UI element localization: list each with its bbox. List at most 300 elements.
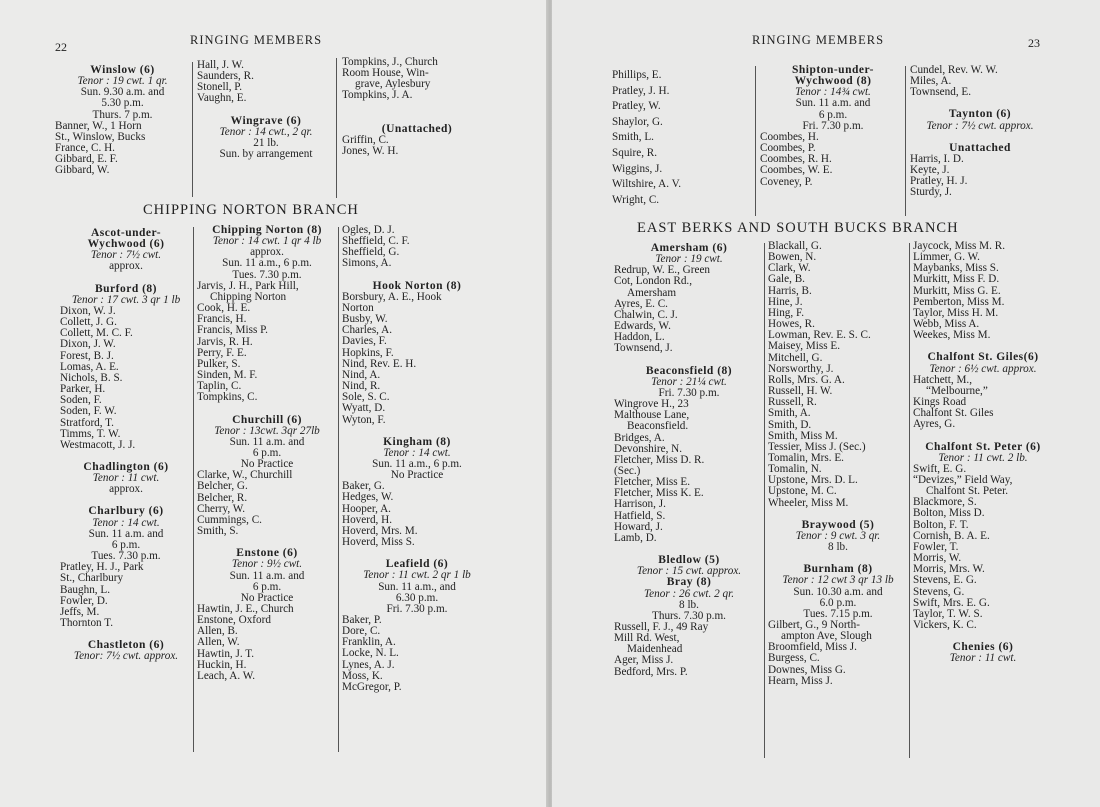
member-name: Russell, F. J., 49 Ray [614, 621, 709, 633]
column-1 [60, 228, 192, 662]
member-name: Tomalin, Mrs. E. [768, 451, 844, 464]
member-name: Nichols, B. S. [60, 371, 123, 384]
member-name: Room House, Win- [342, 67, 429, 80]
member-name: Wright, C. [612, 193, 660, 206]
member-name: Pratley, W. [612, 100, 661, 113]
column-rule [905, 66, 906, 216]
spacer [60, 273, 192, 284]
member-name: Coombes, P. [760, 142, 816, 155]
member-name: Ogles, D. J. [342, 224, 395, 236]
tenor-line: Tenor : 17 cwt. 3 qr 1 lb [71, 293, 181, 306]
member-name: Rolls, Mrs. G. A. [768, 373, 845, 386]
member-name: Fowler, D. [60, 594, 108, 607]
service-line: 6 p.m. [252, 580, 282, 593]
spacer [197, 404, 337, 415]
member-name: Bolton, F. T. [913, 518, 969, 531]
member-name: Stratford, T. [60, 416, 114, 429]
service-line: 6 p.m. [252, 446, 282, 459]
member-name: Hawtin, J. E., Church [197, 603, 294, 615]
member-name: Sheffield, G. [342, 246, 400, 259]
member-name: Sheffield, C. F. [342, 235, 410, 248]
member-name: Russell, R. [768, 396, 817, 409]
tenor-line: Tenor : 12 cwt 3 qr 13 lb [782, 574, 894, 587]
spacer [342, 270, 492, 281]
running-head: RINGING MEMBERS [190, 33, 323, 47]
column-2 [768, 241, 908, 687]
member-name: Pratley, H. J. [910, 175, 968, 188]
tenor-line: Tenor : 14 cwt. [383, 446, 451, 459]
tower-heading: Kingham (8) [383, 435, 451, 448]
member-name: Swift, E. G. [913, 462, 967, 475]
service-line: Fri. 7.30 p.m. [802, 119, 864, 132]
member-name: Davies, F. [342, 335, 387, 348]
member-name: Francis, Miss P. [197, 324, 268, 337]
member-name: Timms, T. W. [60, 427, 121, 440]
member-name: Hoverd, H. [342, 513, 393, 526]
member-name: Hall, J. W. [197, 59, 244, 71]
member-name: Simons, A. [342, 257, 392, 270]
member-name: Collett, M. C. F. [60, 327, 133, 340]
member-name: Taplin, C. [197, 380, 242, 393]
top-column-1 [55, 65, 190, 177]
service-line: approx. [109, 483, 143, 496]
spacer [197, 105, 335, 116]
member-name: Nind, Rev. E. H. [342, 357, 417, 370]
tower-heading: Chipping Norton (8) [212, 224, 322, 236]
member-name: Hine, J. [768, 295, 803, 308]
service-line: Tues. 7.30 p.m. [232, 268, 302, 281]
member-name: Vickers, K. C. [913, 619, 977, 631]
tenor-line: Tenor : 11 cwt. 2 qr 1 lb [363, 569, 471, 582]
member-name: Chalfont St. Peter. [926, 485, 1009, 498]
top-column-2 [760, 65, 906, 188]
member-name: ampton Ave, Slough [781, 630, 872, 643]
member-name: Clark, W. [768, 262, 811, 275]
member-name: Taylor, T. W. S. [913, 607, 983, 620]
member-name: Tessier, Miss J. (Sec.) [768, 440, 866, 453]
service-line: Sun. 9.30 a.m. and [80, 86, 165, 99]
tower-heading: Wychwood (8) [794, 75, 872, 88]
member-name: Thornton T. [60, 617, 114, 629]
tower-heading: Charlbury (6) [88, 505, 164, 518]
column-1 [614, 243, 764, 678]
member-name: Squire, R. [612, 146, 658, 159]
tenor-line: Tenor : 14¾ cwt. [795, 86, 871, 99]
service-line: Tues. 7.30 p.m. [91, 550, 161, 563]
member-name: Townsend, E. [910, 86, 972, 99]
member-name: Borsbury, A. E., Hook [342, 290, 442, 303]
member-name: Miles, A. [910, 75, 952, 88]
member-name: Broomfield, Miss J. [768, 641, 857, 654]
member-name: Smith, S. [197, 525, 239, 538]
member-name: Beaconsfield. [627, 420, 689, 433]
member-name: Tompkins, C. [197, 391, 258, 404]
member-name: Lowman, Rev. E. S. C. [768, 329, 871, 342]
member-name: Allen, B. [197, 625, 238, 638]
member-name: Howes, R. [768, 318, 815, 331]
spacer [342, 113, 492, 124]
tenor-line: Tenor : 11 cwt. 2 lb. [938, 451, 1028, 464]
right-page [552, 0, 1100, 807]
service-line: 5.30 p.m. [101, 97, 144, 110]
column-rule [193, 227, 194, 752]
member-name: Perry, F. E. [197, 346, 247, 359]
member-name: Blackmore, S. [913, 496, 977, 509]
member-name: Harris, B. [768, 284, 812, 297]
tower-heading: Burford (8) [94, 282, 158, 295]
tenor-line: Tenor : 9 cwt. 3 qr. [795, 529, 881, 542]
spacer [614, 355, 764, 366]
tenor-line: Tenor : 14 cwt. [92, 516, 160, 529]
service-line: 8 lb. [828, 541, 848, 554]
service-line: No Practice [390, 469, 444, 482]
service-line: Sun. 11 a.m., 6 p.m. [372, 457, 462, 470]
member-name: Dixon, J. W. [60, 338, 116, 351]
member-name: Redrup, W. E., Green [614, 264, 711, 277]
member-name: Shaylor, G. [612, 115, 663, 128]
member-name: Griffin, C. [342, 133, 389, 146]
tower-heading: Chadlington (6) [83, 460, 169, 473]
member-name: Stevens, E. G. [913, 574, 977, 587]
tower-heading: Taynton (6) [948, 108, 1012, 121]
service-line: Sun. 11 a.m. and [229, 435, 305, 448]
service-line: approx. [109, 260, 143, 273]
member-name: Baker, P. [342, 614, 382, 626]
tenor-line: Tenor: 7½ cwt. approx. [73, 650, 179, 663]
tower-heading: Beaconsfield (8) [645, 364, 733, 377]
member-name: Hoverd, Mrs. M. [342, 524, 418, 537]
member-name: Swift, Mrs. E. G. [913, 596, 990, 609]
running-head: RINGING MEMBERS [752, 33, 885, 47]
tower-heading: Ascot-under- [90, 227, 162, 239]
member-name: Bolton, Miss D. [913, 507, 985, 520]
member-name: Hooper, A. [342, 502, 391, 515]
tower-heading: Amersham (6) [650, 242, 728, 254]
member-name: Nind, R. [342, 380, 381, 393]
member-name: St., Winslow, Bucks [55, 130, 146, 143]
service-line: Sun. by arrangement [219, 148, 313, 161]
member-name: Gibbard, E. F. [55, 153, 118, 166]
member-name: Gilbert, G., 9 North- [768, 619, 860, 631]
member-name: Westmacott, J. J. [60, 438, 136, 451]
tenor-line: Tenor : 13cwt. 3qr 27lb [214, 424, 320, 437]
member-name: France, C. H. [55, 142, 115, 155]
member-name: Francis, H. [197, 313, 247, 326]
tower-heading: Winslow (6) [90, 64, 155, 76]
member-name: Lamb, D. [614, 531, 657, 544]
member-name: Edwards, W. [614, 320, 671, 333]
tower-heading: Burnham (8) [803, 563, 873, 576]
service-line: 6 p.m. [818, 108, 848, 121]
member-name: Gale, B. [768, 273, 805, 286]
member-name: Mill Rd. West, [614, 632, 680, 645]
member-name: Kings Road [913, 396, 967, 409]
member-name: Smith, Miss M. [768, 429, 838, 442]
tower-heading: Wingrave (6) [230, 114, 302, 127]
service-line: Tues. 7.15 p.m. [803, 607, 873, 620]
tenor-line: Tenor : 7½ cwt. approx. [926, 119, 1034, 132]
member-name: Belcher, G. [197, 480, 248, 493]
top-column-1 [612, 68, 752, 208]
member-name: Baker, G. [342, 480, 385, 493]
column-rule [192, 62, 193, 197]
member-name: Norsworthy, J. [768, 362, 834, 375]
service-line: approx. [250, 246, 284, 259]
member-name: Chipping Norton [210, 290, 287, 303]
member-name: Soden, F. W. [60, 405, 117, 418]
member-name: Cundel, Rev. W. W. [910, 64, 998, 76]
member-name: Jones, W. H. [342, 144, 399, 157]
member-name: Wyatt, D. [342, 402, 386, 415]
tenor-line: Tenor : 19 cwt. [655, 253, 723, 266]
member-name: Webb, Miss A. [913, 318, 980, 331]
spacer [342, 426, 492, 437]
tenor-line: Tenor : 9½ cwt. [231, 558, 303, 571]
service-line: Sun. 11 a.m., and [378, 580, 456, 593]
member-name: Pratley, H. J., Park [60, 561, 144, 574]
branch-title: EAST BERKS AND SOUTH BUCKS BRANCH [637, 220, 959, 236]
tower-heading: Enstone (6) [236, 547, 298, 560]
member-name: Hoverd, Miss S. [342, 536, 415, 549]
member-name: Howard, J. [614, 520, 663, 533]
member-name: Parker, H. [60, 383, 106, 396]
member-name: Moss, K. [342, 669, 383, 682]
member-name: Malthouse Lane, [614, 409, 690, 422]
member-name: Vaughn, E. [197, 92, 247, 105]
member-name: Upstone, Mrs. D. L. [768, 474, 858, 487]
service-line: 8 lb. [679, 598, 699, 611]
member-name: Cook, H. E. [197, 302, 251, 315]
column-rule [764, 243, 765, 758]
member-name: Ayres, G. [913, 418, 956, 431]
member-name: Fletcher, Miss K. E. [614, 487, 704, 500]
member-name: McGregor, P. [342, 680, 402, 693]
spacer [913, 431, 1053, 442]
member-name: Wingrove H., 23 [614, 398, 689, 411]
member-name: Wiltshire, A. V. [612, 178, 682, 191]
service-line: Sun. 11 a.m. and [795, 97, 871, 110]
member-name: Wheeler, Miss M. [768, 496, 849, 509]
member-name: Devonshire, N. [614, 442, 683, 455]
member-name: Bowen, N. [768, 251, 817, 264]
column-rule [909, 243, 910, 758]
member-name: Coombes, W. E. [760, 164, 833, 177]
member-name: Jarvis, J. H., Park Hill, [197, 279, 299, 292]
member-name: “Devizes,” Field Way, [913, 473, 1013, 486]
member-name: Nind, A. [342, 368, 381, 381]
tower-heading: Bray (8) [666, 576, 712, 589]
top-column-2 [197, 60, 335, 160]
member-name: Limmer, G. W. [913, 251, 980, 264]
tower-heading: Chalfont St. Giles(6) [927, 351, 1039, 364]
column-rule [755, 66, 756, 216]
column-3 [913, 241, 1053, 664]
member-name: Leach, A. W. [197, 669, 256, 682]
tenor-line: Tenor : 14 cwt. 1 qr 4 lb [212, 235, 322, 248]
member-name: Tompkins, J. A. [342, 89, 413, 102]
member-name: Harrison, J. [614, 498, 666, 511]
member-name: Franklin, A. [342, 636, 396, 649]
member-name: Gibbard, W. [55, 164, 110, 177]
service-line: Sun. 11 a.m. and [229, 569, 305, 582]
member-name: Burgess, C. [768, 652, 820, 665]
service-line: 21 lb. [253, 136, 279, 149]
member-name: Bridges, A. [614, 431, 665, 444]
member-name: Tomalin, N. [768, 463, 822, 476]
service-line: 6 p.m. [111, 538, 141, 551]
member-name: Belcher, R. [197, 491, 248, 504]
tenor-line: Tenor : 26 cwt. 2 qr. [643, 587, 735, 600]
tower-heading: Wychwood (6) [87, 238, 165, 251]
left-page [0, 0, 548, 807]
member-name: Keyte, J. [910, 164, 950, 177]
member-name: “Melbourne,” [926, 384, 988, 397]
tower-heading: Hook Norton (8) [372, 279, 462, 292]
member-name: Amersham [627, 286, 677, 299]
member-name: Hearn, Miss J. [768, 674, 833, 687]
member-name: Bedford, Mrs. P. [614, 665, 688, 678]
member-name: Ager, Miss J. [614, 654, 674, 667]
member-name: Maidenhead [627, 643, 683, 656]
member-name: Banner, W., 1 Horn [55, 119, 142, 132]
member-name: Fletcher, Miss D. R. [614, 453, 705, 466]
service-line: 6.0 p.m. [819, 596, 857, 609]
service-line: Sun. 11 a.m., 6 p.m. [222, 257, 312, 270]
tower-heading: Chastleton (6) [87, 639, 165, 652]
member-name: grave, Aylesbury [355, 78, 431, 91]
member-name: Collett, J. G. [60, 316, 117, 329]
member-name: Sole, S. C. [342, 391, 390, 404]
top-column-3 [910, 65, 1050, 199]
member-name: Jaycock, Miss M. R. [913, 240, 1005, 252]
member-name: Chalfont St. Giles [913, 407, 994, 420]
member-name: Blackall, G. [768, 240, 822, 252]
member-name: Wyton, F. [342, 413, 386, 426]
member-name: Pemberton, Miss M. [913, 295, 1005, 308]
member-name: Murkitt, Miss G. E. [913, 284, 1001, 297]
member-name: Ayres, E. C. [614, 297, 668, 310]
member-name: Stevens, G. [913, 585, 965, 598]
member-name: Townsend, J. [614, 342, 673, 355]
service-line: Thurs. 7.30 p.m. [652, 609, 726, 622]
service-line: Fri. 7.30 p.m. [658, 386, 720, 399]
spacer [342, 102, 492, 113]
member-name: Russell, H. W. [768, 385, 833, 398]
tenor-line: Tenor : 7½ cwt. [90, 249, 162, 262]
member-name: Sturdy, J. [910, 186, 952, 199]
tower-heading: Leafield (6) [385, 558, 449, 571]
page-number: 22 [55, 40, 67, 54]
service-line: No Practice [240, 591, 294, 604]
member-name: Saunders, R. [197, 70, 254, 83]
tower-heading: Braywood (5) [801, 518, 875, 531]
tenor-line: Tenor : 19 cwt. 1 qr. [77, 75, 168, 88]
member-name: Hawtin, J. T. [197, 647, 255, 660]
member-name: Smith, A. [768, 407, 811, 420]
member-name: Clarke, W., Churchill [197, 469, 293, 482]
member-name: Norton [342, 301, 374, 314]
member-name: Forest, B. J. [60, 349, 114, 362]
member-name: Coombes, H. [760, 130, 819, 143]
service-line: Fri. 7.30 p.m. [386, 602, 448, 615]
member-name: Weekes, Miss M. [913, 329, 991, 342]
page-number: 23 [1028, 36, 1040, 50]
tower-heading: (Unattached) [381, 122, 453, 135]
tenor-line: Tenor : 14 cwt., 2 qr. [219, 125, 313, 138]
member-name: Hatchett, M., [913, 373, 973, 386]
member-name: Downes, Miss G. [768, 663, 846, 676]
member-name: Dore, C. [342, 625, 381, 638]
member-name: Lomas, A. E. [60, 360, 119, 373]
member-name: Maybanks, Miss S. [913, 262, 999, 275]
member-name: Phillips, E. [612, 69, 662, 81]
member-name: Tompkins, J., Church [342, 56, 438, 68]
member-name: Huckin, H. [197, 658, 247, 671]
member-name: Smith, L. [612, 131, 654, 144]
member-name: Sinden, M. F. [197, 369, 258, 382]
member-name: Jeffs, M. [60, 605, 100, 618]
member-name: Taylor, Miss H. M. [913, 306, 999, 319]
member-name: Wiggins, J. [612, 162, 663, 175]
service-line: No Practice [240, 458, 294, 471]
member-name: Coombes, R. H. [760, 153, 832, 166]
branch-title: CHIPPING NORTON BRANCH [143, 202, 359, 218]
column-2 [197, 225, 337, 682]
member-name: Fletcher, Miss E. [614, 476, 690, 489]
tenor-line: Tenor : 11 cwt. [92, 472, 160, 485]
member-name: Dixon, W. J. [60, 304, 116, 317]
member-name: Stonell, P. [197, 81, 243, 94]
member-name: Locke, N. L. [342, 647, 399, 660]
member-name: Enstone, Oxford [197, 614, 271, 627]
member-name: Mitchell, G. [768, 351, 823, 364]
member-name: Charles, A. [342, 324, 393, 337]
member-name: Coveney, P. [760, 175, 813, 188]
tower-heading: Bledlow (5) [658, 554, 720, 567]
column-rule [338, 227, 339, 752]
member-name: St., Charlbury [60, 572, 124, 585]
member-name: Soden, F. [60, 394, 102, 407]
tenor-line: Tenor : 21¼ cwt. [651, 375, 727, 388]
member-name: Pratley, J. H. [612, 84, 670, 97]
tower-heading: Unattached [949, 141, 1011, 154]
member-name: Allen, W. [197, 636, 240, 649]
member-name: Hing, F. [768, 306, 805, 319]
member-name: Haddon, L. [614, 331, 665, 344]
column-3 [342, 225, 492, 693]
tower-heading: Chalfont St. Peter (6) [925, 440, 1041, 453]
member-name: Fowler, T. [913, 540, 959, 553]
member-name: Maisey, Miss E. [768, 340, 840, 353]
member-name: Hedges, W. [342, 491, 394, 504]
member-name: Hopkins, F. [342, 346, 394, 359]
member-name: Smith, D. [768, 418, 812, 431]
member-name: Harris, I. D. [910, 152, 964, 165]
tenor-line: Tenor : 6½ cwt. approx. [929, 362, 1037, 375]
member-name: Cornish, B. A. E. [913, 529, 990, 542]
member-name: Chalwin, C. J. [614, 308, 678, 321]
column-rule [336, 58, 337, 198]
member-name: Jarvis, R. H. [197, 335, 253, 348]
member-name: Morris, W. [913, 552, 962, 565]
member-name: Hatfield, S. [614, 509, 666, 522]
member-name: Busby, W. [342, 313, 388, 326]
tower-heading: Shipton-under- [792, 64, 874, 76]
member-name: Morris, Mrs. W. [913, 563, 985, 576]
member-name: Cummings, C. [197, 513, 262, 526]
service-line: Sun. 11 a.m. and [88, 527, 164, 540]
tower-heading: Chenies (6) [952, 641, 1014, 654]
